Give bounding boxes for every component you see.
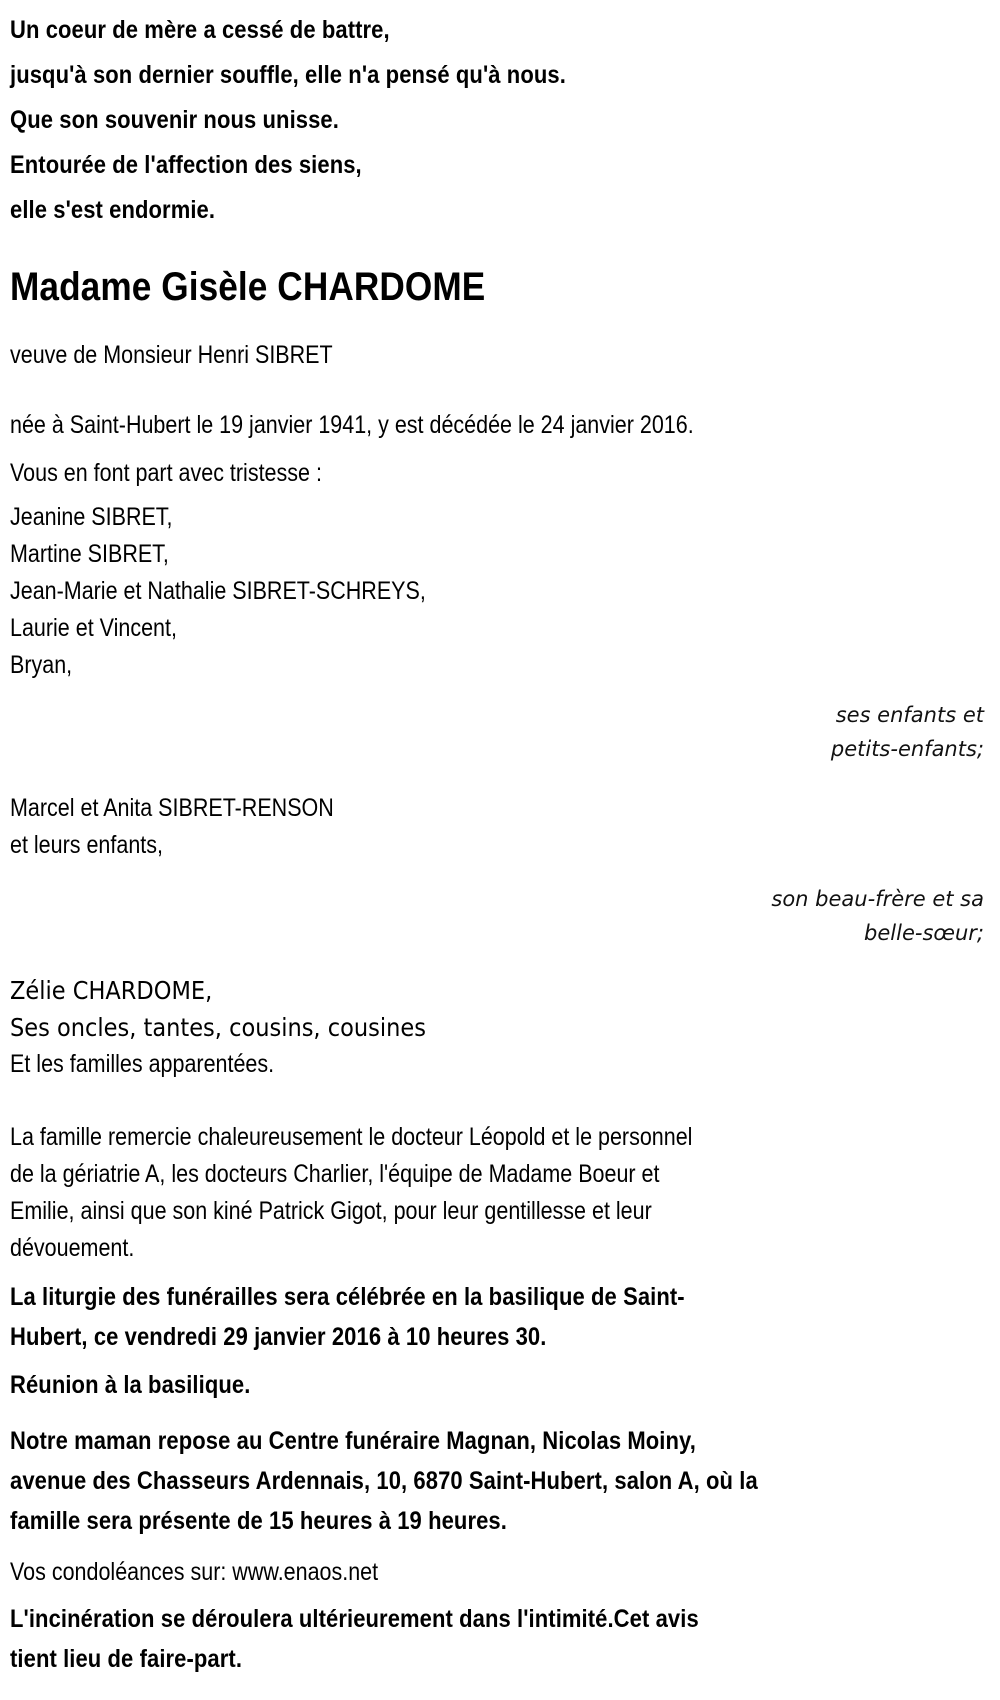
reunion-line: Réunion à la basilique. xyxy=(10,1371,251,1399)
repose-line: Notre maman repose au Centre funéraire Magnan, Nicolas Moiny, xyxy=(10,1427,696,1455)
poem-line: Entourée de l'affection des siens, xyxy=(10,151,362,179)
repose-line: avenue des Chasseurs Ardennais, 10, 6870 Saint-Hubert, salon A, où la xyxy=(10,1467,758,1495)
liturgy-details xyxy=(10,1277,986,1357)
relationship-label-line: ses enfants et xyxy=(835,703,984,727)
relationship-label-inlaws xyxy=(10,882,984,950)
thanks-line: dévouement. xyxy=(10,1234,135,1262)
liturgy-line: La liturgie des funérailles sera célébrée en la basilique de Saint- xyxy=(10,1283,685,1311)
survivor-name: Bryan, xyxy=(10,651,73,679)
relationship-label-line: son beau-frère et sa xyxy=(771,887,984,911)
survivor-name: Jeanine SIBRET, xyxy=(10,503,173,531)
relationship-label-line: belle-sœur; xyxy=(864,921,984,945)
condolences-link-line[interactable]: Vos condoléances sur: www.enaos.net xyxy=(10,1558,379,1586)
survivor-name: Laurie et Vincent, xyxy=(10,614,177,642)
announcement-line: Vous en font part avec tristesse : xyxy=(10,459,322,487)
thanks-line: La famille remercie chaleureusement le docteur Léopold et le personnel xyxy=(10,1123,693,1151)
cremation-notice xyxy=(10,1599,986,1679)
relationship-label-children xyxy=(10,698,984,766)
thanks-line: Emilie, ainsi que son kiné Patrick Gigot, pour leur gentillesse et leur xyxy=(10,1197,652,1225)
thanks-line: de la gériatrie A, les docteurs Charlier, l'équipe de Madame Boeur et xyxy=(10,1160,660,1188)
relative-name: Et les familles apparentées. xyxy=(10,1050,275,1078)
relatives-list xyxy=(10,972,986,1083)
memorial-poem xyxy=(10,0,986,233)
survivors-list xyxy=(10,499,986,684)
repose-line: famille sera présente de 15 heures à 19 heures. xyxy=(10,1507,507,1535)
repose-details xyxy=(10,1421,986,1541)
cremation-line: L'incinération se déroulera ultérieurement dans l'intimité.Cet avis xyxy=(10,1605,699,1633)
poem-line: jusqu'à son dernier souffle, elle n'a pensé qu'à nous. xyxy=(10,61,566,89)
inlaw-name: et leurs enfants, xyxy=(10,831,163,859)
inlaws-list xyxy=(10,790,986,864)
poem-line: Un coeur de mère a cessé de battre, xyxy=(10,16,390,44)
inlaw-name: Marcel et Anita SIBRET-RENSON xyxy=(10,794,334,822)
birth-death-line: née à Saint-Hubert le 19 janvier 1941, y est décédée le 24 janvier 2016. xyxy=(10,411,694,439)
survivor-name: Martine SIBRET, xyxy=(10,540,169,568)
poem-line: Que son souvenir nous unisse. xyxy=(10,106,339,134)
relationship-label-line: petits-enfants; xyxy=(830,737,984,761)
liturgy-line: Hubert, ce vendredi 29 janvier 2016 à 10 heures 30. xyxy=(10,1323,547,1351)
relative-name: Zélie CHARDOME, xyxy=(10,976,213,1005)
deceased-name: Madame Gisèle CHARDOME xyxy=(10,265,486,309)
poem-line: elle s'est endormie. xyxy=(10,196,216,224)
reunion-details xyxy=(10,1365,986,1405)
thanks-paragraph xyxy=(10,1119,986,1267)
survivor-name: Jean-Marie et Nathalie SIBRET-SCHREYS, xyxy=(10,577,426,605)
cremation-line: tient lieu de faire-part. xyxy=(10,1645,243,1673)
relative-name: Ses oncles, tantes, cousins, cousines xyxy=(10,1013,426,1042)
widow-of-line: veuve de Monsieur Henri SIBRET xyxy=(10,341,333,369)
